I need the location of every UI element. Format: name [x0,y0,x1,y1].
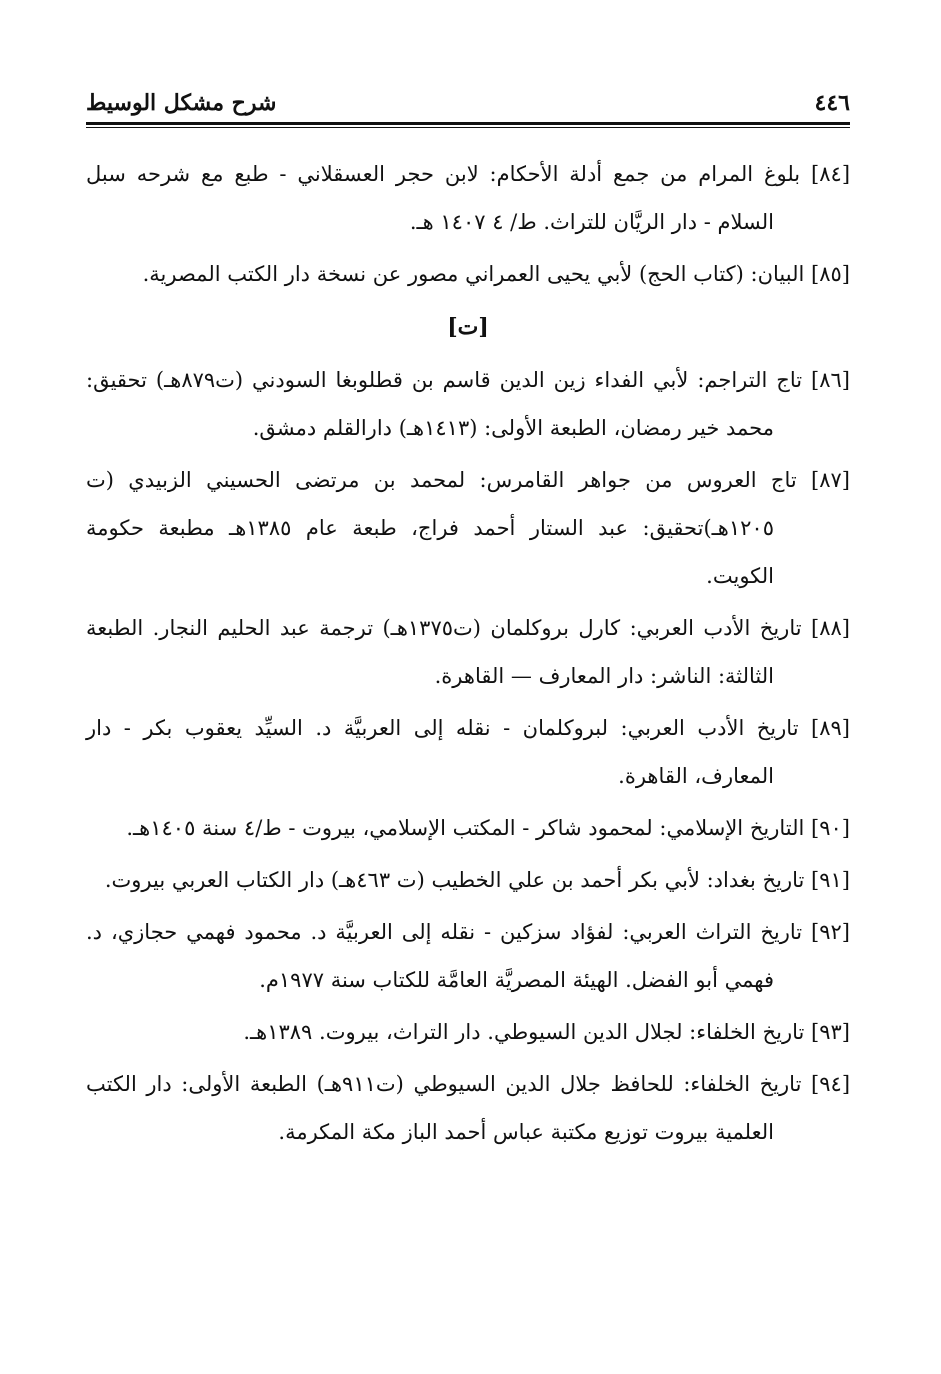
bibliography-entry-92 [86,908,850,1004]
header-rule-thin [86,127,850,128]
entry-text: تاريخ بغداد: لأبي بكر أحمد بن علي الخطيب (ت ٤٦٣هـ) دار الكتاب العربي بيروت. [104,868,805,892]
entry-number: [٨٧] [811,468,850,492]
entry-text: تاريخ الأدب العربي: لبروكلمان - نقله إلى العربيَّة د. السيِّد يعقوب بكر - دار المعارف، القاهرة. [86,716,799,788]
bibliography-entry-89 [86,704,850,800]
page-header [86,90,850,124]
bibliography-entry-93 [86,1008,850,1056]
entry-number: [٩٤] [811,1072,851,1096]
bibliography-entry-88 [86,604,850,700]
entry-text: تاريخ الأدب العربي: كارل بروكلمان (ت١٣٧٥هـ) ترجمة عبد الحليم النجار. الطبعة الثالثة: الناشر: دار المعارف — القاهرة. [86,616,802,688]
entry-number: [٩١] [811,868,850,892]
bibliography-entry-90 [86,804,850,852]
entry-number: [٨٩] [811,716,850,740]
entry-number: [٨٤] [811,162,851,186]
entry-text: تاج العروس من جواهر القامرس: لمحمد بن مرتضى الحسيني الزبيدي (ت ١٢٠٥هـ)تحقيق: عبد الستار أحمد فراج، طبعة عام ١٣٨٥هـ مطبعة حكومة الكويت. [86,468,797,588]
entry-number: [٩٠] [811,816,850,840]
entry-number: [٨٥] [811,262,850,286]
entry-text: البيان: (كتاب الحج) لأبي يحيى العمراني مصور عن نسخة دار الكتب المصرية. [142,262,805,286]
entry-text: تاريخ الخلفاء: للحافظ جلال الدين السيوطي (ت٩١١هـ) الطبعة الأولى: دار الكتب العلمية بيروت توزيع مكتبة عباس أحمد الباز مكة المكرمة. [86,1072,802,1144]
page-number: ٤٤٦ [814,90,850,116]
entry-text: بلوغ المرام من جمع أدلة الأحكام: لابن حجر العسقلاني - طبع مع شرحه سبل السلام - دار الريَّان للتراث. ط/ ٤ ١٤٠٧ هـ. [86,162,801,234]
entry-text: التاريخ الإسلامي: لمحمود شاكر - المكتب الإسلامي، بيروت - ط/٤ سنة ١٤٠٥هـ. [126,816,805,840]
bibliography-entry-85 [86,250,850,298]
bibliography-entry-91 [86,856,850,904]
entry-number: [٩٣] [811,1020,850,1044]
entry-text: تاج التراجم: لأبي الفداء زين الدين قاسم بن قطلوبغا السودني (ت٨٧٩هـ) تحقيق: محمد خير رمضان، الطبعة الأولى: (١٤١٣هـ) دارالقلم دمشق. [86,368,803,440]
entry-text: تاريخ التراث العربي: لفؤاد سزكين - نقله إلى العربيَّة د. محمود فهمي حجازي، د. فهمي أبو الفضل. الهيئة المصريَّة العامَّة للكتاب سنة ١٩٧٧م. [86,920,803,992]
bibliography-entry-84 [86,150,850,246]
entry-text: تاريخ الخلفاء: لجلال الدين السيوطي. دار التراث، بيروت. ١٣٨٩هـ. [243,1020,805,1044]
running-title: شرح مشكل الوسيط [86,90,277,116]
entry-number: [٩٢] [811,920,850,944]
entry-number: [٨٨] [811,616,850,640]
bibliography-entry-87 [86,456,850,600]
section-letter-heading: [ت] [447,314,489,340]
entry-number: [٨٦] [811,368,850,392]
header-rule-thick [86,122,850,125]
bibliography-entry-86 [86,356,850,452]
bibliography-entry-94 [86,1060,850,1156]
bibliography-list [86,150,850,1160]
